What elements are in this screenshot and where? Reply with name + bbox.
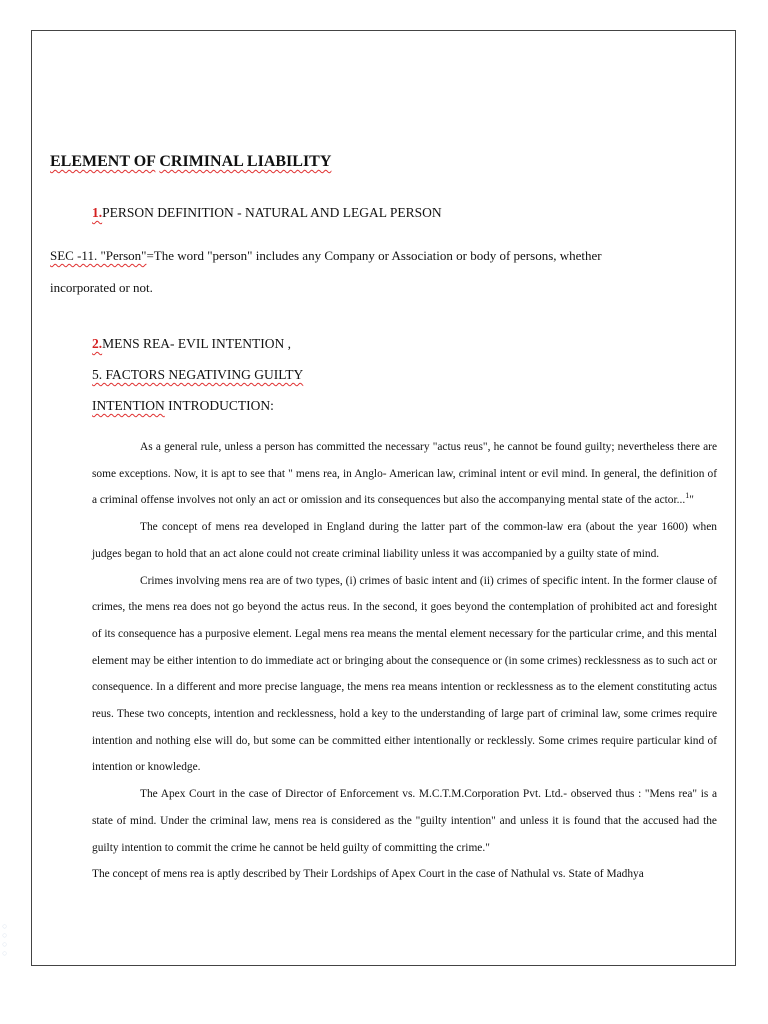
watermark-icon: ○ ○ ○ ○ (2, 921, 8, 958)
document-title (50, 153, 331, 171)
section-5-intention: INTENTION (92, 398, 165, 413)
paragraph-3: Crimes involving mens rea are of two types, (i) crimes of basic intent and (ii) crimes of specific intent. In the former clause of crimes, the mens rea does not go beyond the actus reus. In the second, it goes beyond the contemplation of prohibited act and foresight of its consequence has a purposive element. Legal mens rea means the mental element necessary for the particular crime, and this mental element may be either intention to do immediate act or bringing about the consequence or (in some crimes) recklessness as to such act or consequence. In a different and more precise language, the mens rea means intention or recklessness as to the element constituting actus reus. These two concepts, intention and recklessness, hold a key to the understanding of large part of criminal law, some crimes require intention and nothing else will do, but some can be committed either intentionally or recklessly. Some crimes require particular kind of intention or knowledge. (92, 574, 717, 774)
section-5-text-line1: 5. FACTORS NEGATIVING GUILTY (92, 367, 304, 382)
paragraph-1 (92, 434, 717, 514)
body-text (92, 434, 717, 888)
sec-11-ref: SEC -11. "Person" (50, 248, 147, 263)
paragraph-1-end: " (689, 494, 694, 507)
paragraph-5: The concept of mens rea is aptly described by Their Lordships of Apex Court in the case of Nathulal vs. State of Madhya (92, 868, 644, 881)
footnote-marker[interactable]: 1 (685, 491, 690, 501)
section-2-text: MENS REA- EVIL INTENTION , (102, 336, 291, 351)
title-part-2: CRIMINAL LIABILITY (159, 153, 332, 170)
title-part-1: ELEMENT OF (50, 153, 156, 170)
section-2-heading (92, 336, 291, 352)
paragraph-2: The concept of mens rea developed in England during the latter part of the common-law era (about the year 1600) when judges began to hold that an act alone could not create criminal liability unless it was accompanied by a guilty state of mind. (92, 521, 717, 560)
document-page (31, 30, 736, 966)
section-5-heading-line2 (92, 398, 274, 414)
sec-11-definition (50, 240, 717, 304)
section-5-introduction: INTRODUCTION: (164, 398, 274, 413)
section-1-number: 1. (92, 205, 103, 220)
section-1-heading (92, 205, 442, 221)
section-5-heading-line1 (92, 367, 303, 383)
sec-11-text-line2: incorporated or not. (50, 280, 153, 295)
section-1-text: PERSON DEFINITION - NATURAL AND LEGAL PERSON (102, 205, 442, 220)
sec-11-text-line1: =The word "person" includes any Company or Association or body of persons, whether (146, 248, 602, 263)
paragraph-4: The Apex Court in the case of Director of Enforcement vs. M.C.T.M.Corporation Pvt. Ltd.- observed thus : "Mens rea" is a state of mind. Under the criminal law, mens rea is considered as the "guilty intention" and unless it is found that the accused had the guilty intention to commit the crime he cannot be held guilty of committing the crime." (92, 788, 717, 854)
section-2-number: 2. (92, 336, 103, 351)
paragraph-1-text: As a general rule, unless a person has committed the necessary "actus reus", he cannot be found guilty; nevertheless there are some exceptions. Now, it is apt to see that " mens rea, in Anglo- American law, criminal intent or evil mind. In general, the definition of a criminal offense involves not only an act or omission and its consequences but also the accompanying mental state of the actor... (92, 441, 717, 507)
